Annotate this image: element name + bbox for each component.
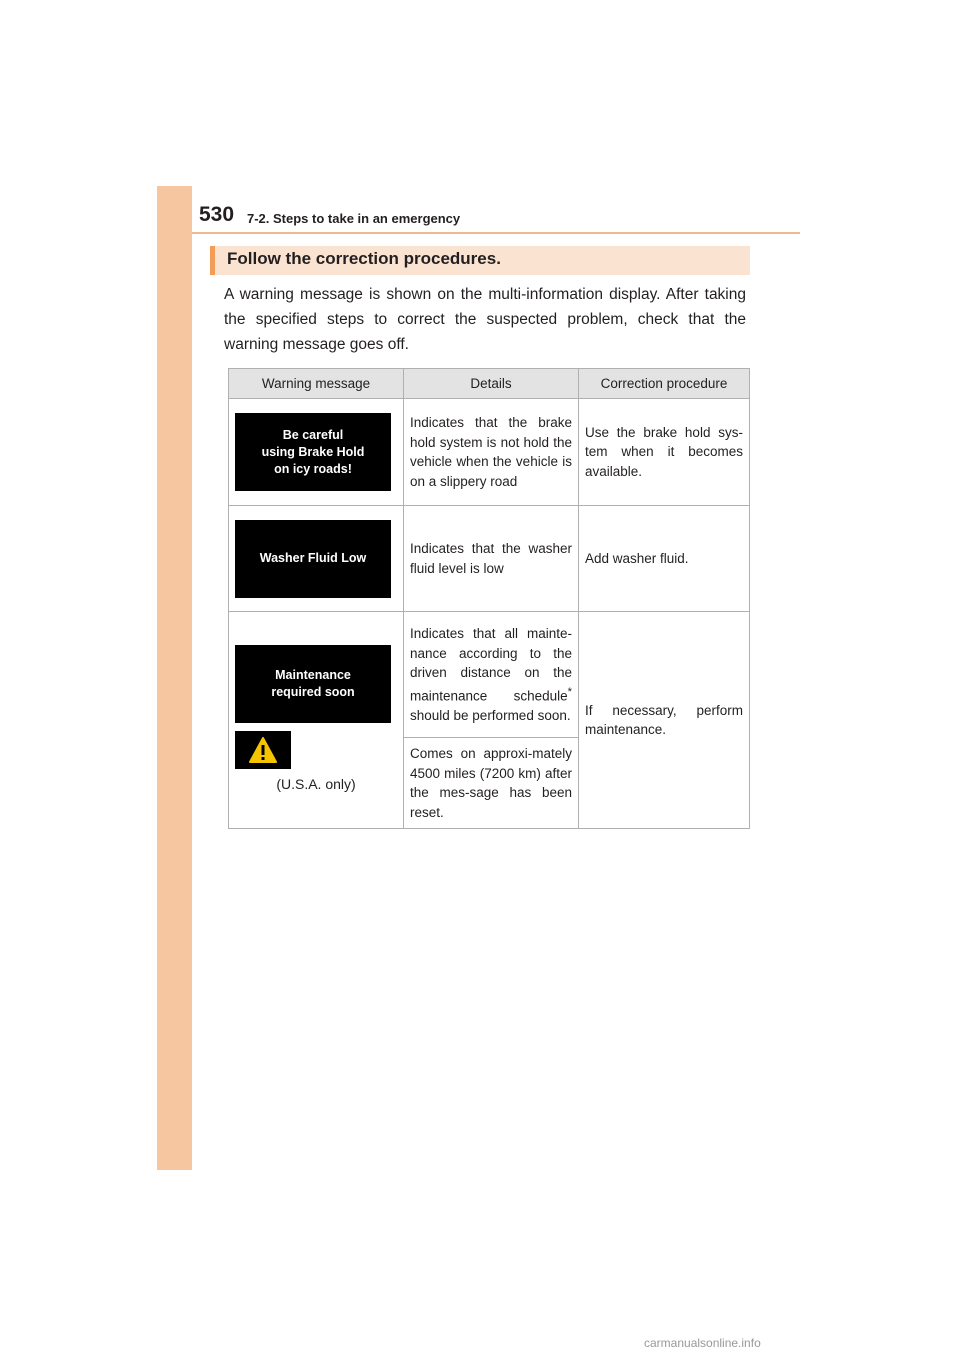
brake-hold-warning-display (235, 413, 391, 491)
correction-cell: Add washer fluid. (579, 506, 750, 612)
chapter-title: 7-2. Steps to take in an emergency (247, 211, 461, 226)
details-cell-secondary: Comes on approxi-mately 4500 miles (7200 km) after the mes-sage has been reset. (404, 738, 579, 829)
details-cell: Indicates that the washer fluid level is low (404, 506, 579, 612)
correction-cell: If necessary, perform maintenance. (579, 612, 750, 829)
master-warning-indicator (235, 731, 291, 769)
section-title: Follow the correction procedures. (227, 249, 501, 268)
page-number: 530 (199, 203, 235, 226)
footnote-mark: * (567, 685, 572, 698)
display-image-cell (229, 506, 404, 612)
display-line: on icy roads! (274, 461, 352, 476)
table-row (229, 506, 750, 612)
details-cell: Indicates that the brake hold system is not hold the vehicle when the vehicle is on a slippery road (404, 399, 579, 506)
display-line: Maintenance (275, 668, 351, 683)
correction-cell: Use the brake hold sys-tem when it becomes available. (579, 399, 750, 506)
header-details: Details (404, 369, 579, 399)
display-line: required soon (271, 685, 355, 700)
header-correction-procedure: Correction procedure (579, 369, 750, 399)
washer-fluid-warning-display (235, 520, 391, 598)
table-header-row (229, 369, 750, 399)
display-line: Be careful (282, 427, 344, 442)
table-row (229, 612, 750, 738)
display-image-cell (229, 612, 404, 829)
details-text: Indicates that all mainte-nance according to the driven distance on the maintenance schedule (410, 626, 572, 703)
display-line: using Brake Hold (261, 444, 365, 459)
warning-message-table (228, 368, 750, 829)
watermark-footer: carmanualsonline.info (644, 1336, 761, 1350)
header-warning-message: Warning message (229, 369, 404, 399)
maintenance-warning-display (235, 645, 391, 723)
table-row (229, 399, 750, 506)
details-text-tail: should be performed soon. (410, 707, 571, 723)
details-cell (404, 612, 579, 738)
intro-paragraph: A warning message is shown on the multi-information display. After taking the specified steps to correct the suspected problem, check that the warning message goes off. (224, 286, 746, 353)
warning-triangle-icon (248, 736, 278, 764)
region-note: (U.S.A. only) (276, 776, 356, 793)
header-rule (192, 232, 800, 234)
display-line: Washer Fluid Low (259, 551, 367, 565)
side-tab-strip (157, 186, 192, 1170)
display-image-cell (229, 399, 404, 506)
section-heading-bar (210, 246, 750, 275)
